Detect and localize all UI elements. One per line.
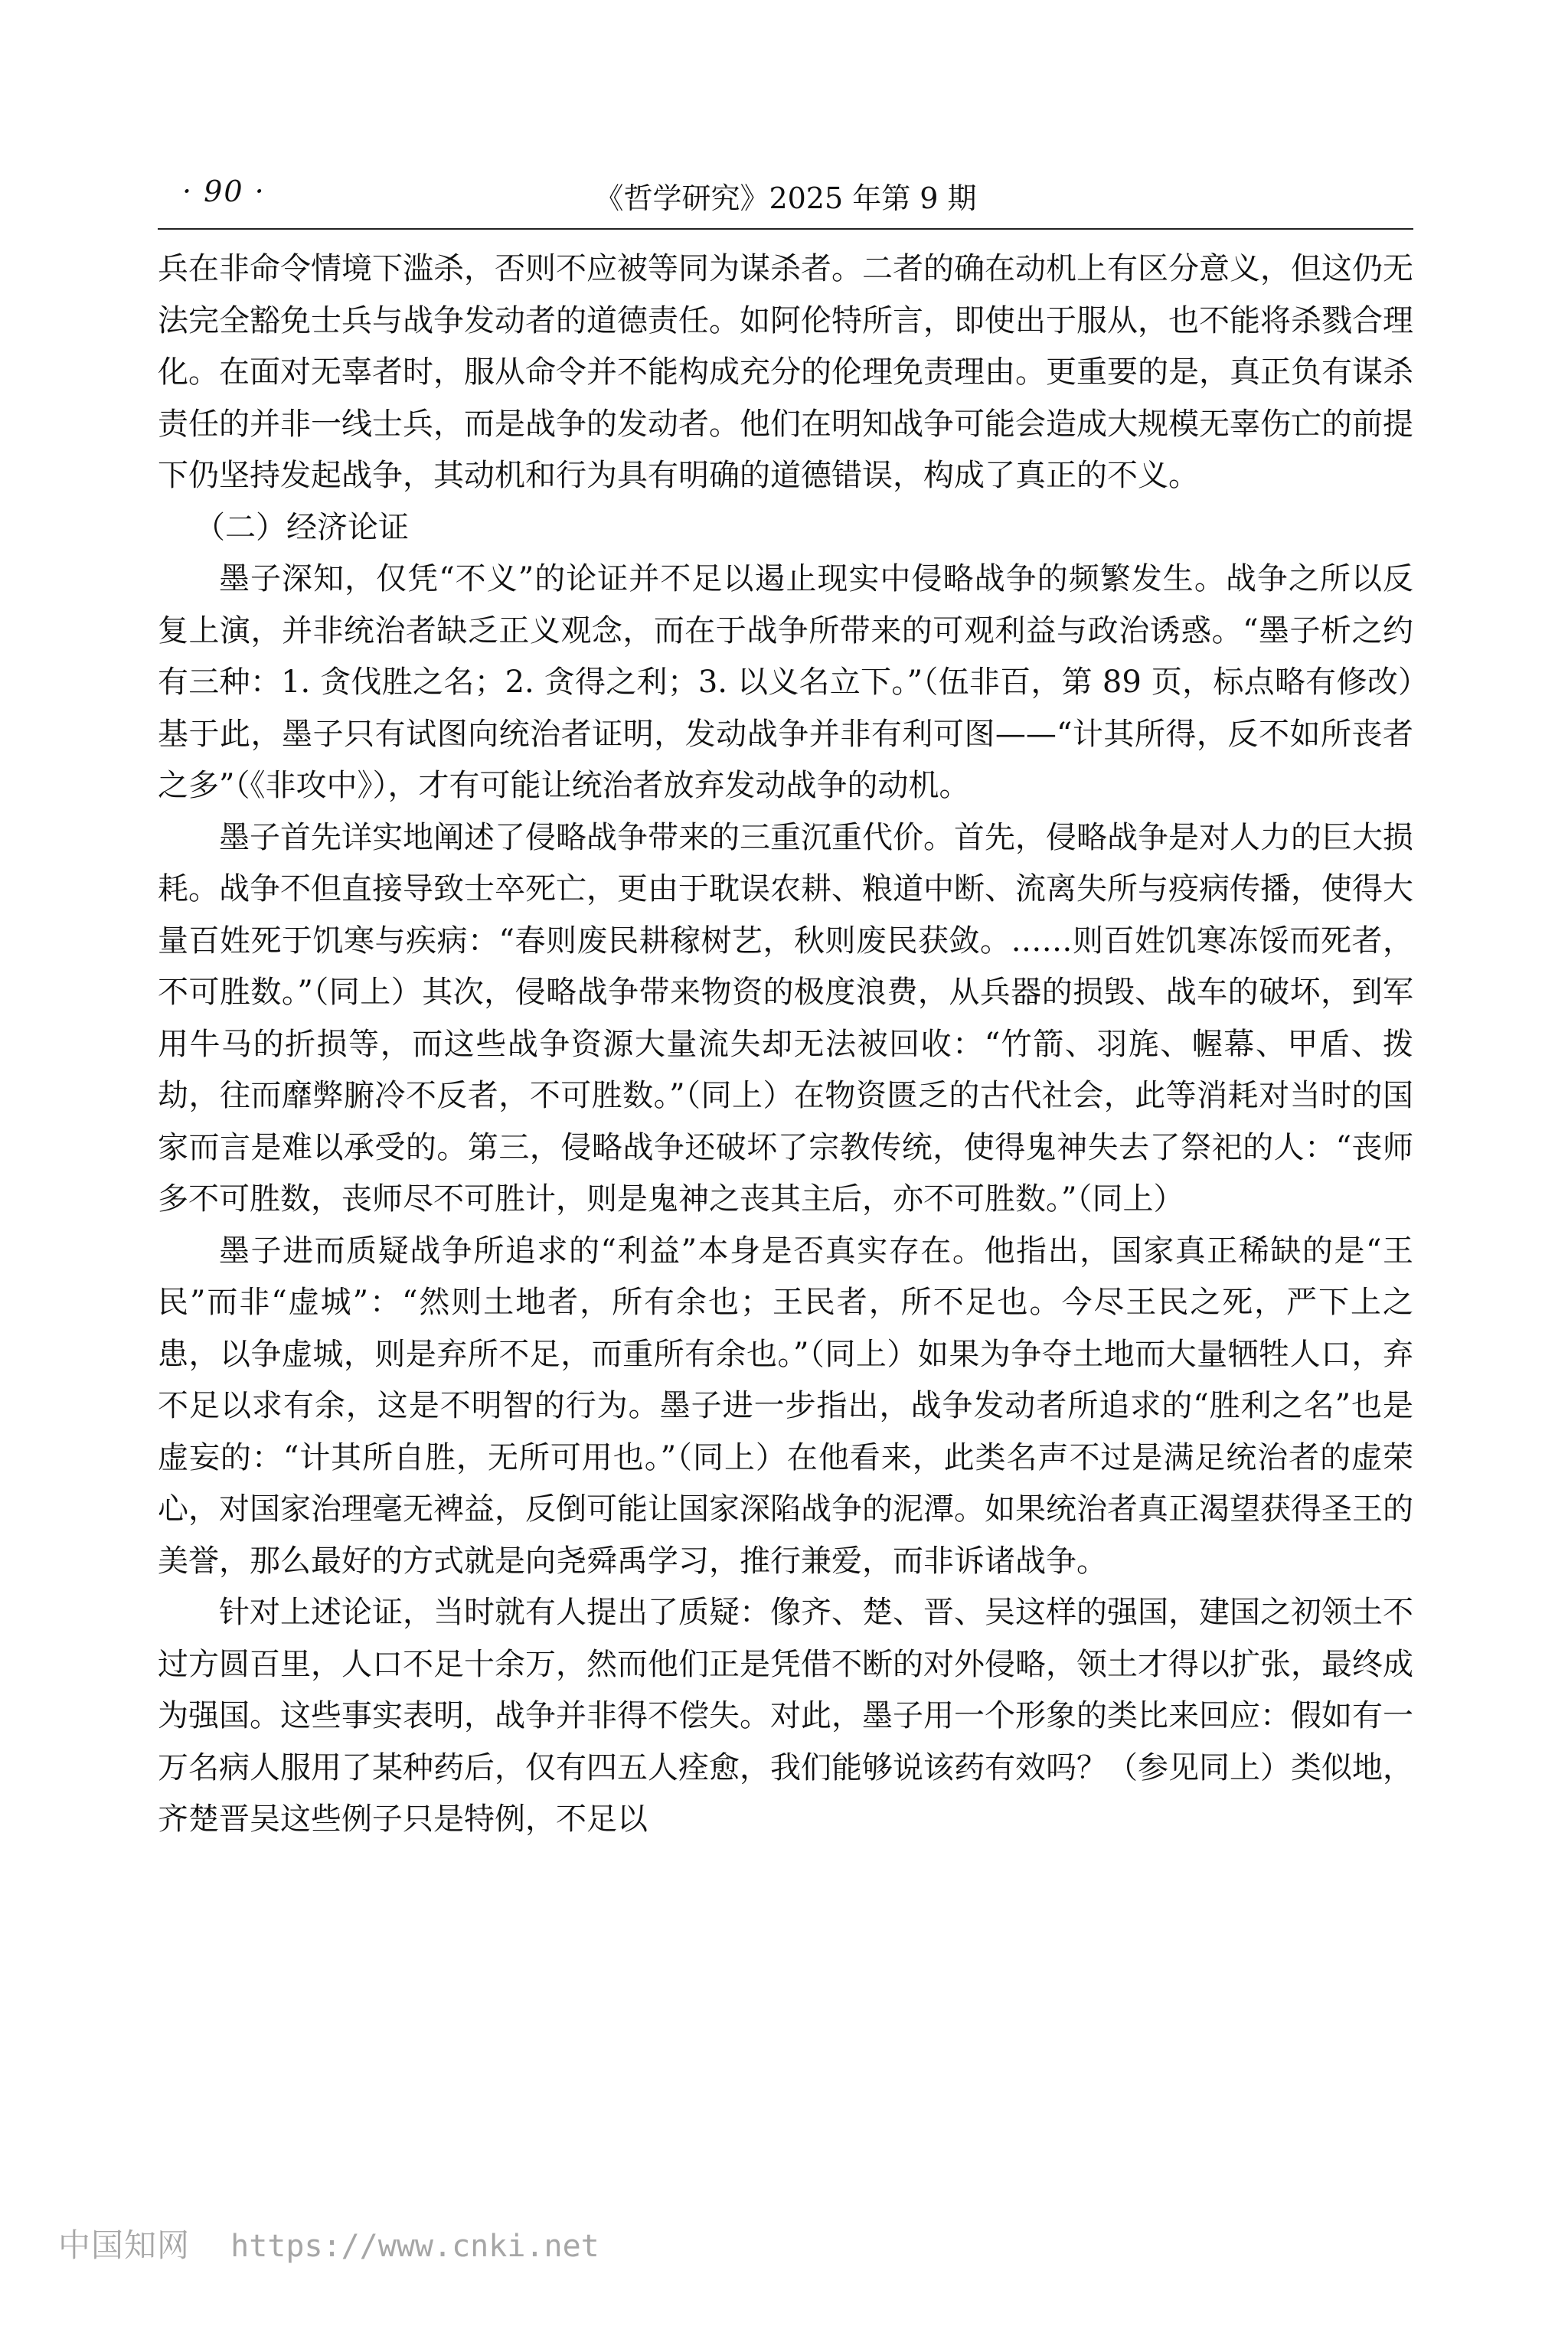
section-heading: （二）经济论证 — [194, 509, 409, 545]
page-number: · 90 · — [182, 175, 266, 208]
header-rule — [158, 228, 1413, 230]
paragraph: 墨子进而质疑战争所追求的“利益”本身是否真实存在。他指出，国家真正稀缺的是“王民”而非“虚城”：“然则土地者，所有余也；王民者，所不足也。今尽王民之死，严下上之患，以争虚城，则是弃所不足，而重所有余也。”（同上）如果为争夺土地而大量牺牲人口，弃不足以求有余，这是不明智的行为。墨子进一步指出，战争发动者所追求的“胜利之名”也是虚妄的：“计其所自胜，无所可用也。”（同上）在他看来，此类名声不过是满足统治者的虚荣心，对国家治理毫无裨益，反倒可能让国家深陷战争的泥潭。如果统治者真正渴望获得圣王的美誉，那么最好的方式就是向尧舜禹学习，推行兼爱，而非诉诸战争。 — [158, 1233, 1413, 1579]
paragraph-continuation: 兵在非命令情境下滥杀，否则不应被等同为谋杀者。二者的确在动机上有区分意义，但这仍无法完全豁免士兵与战争发动者的道德责任。如阿伦特所言，即使出于服从，也不能将杀戮合理化。在面对无辜者时，服从命令并不能构成充分的伦理免责理由。更重要的是，真正负有谋杀责任的并非一线士兵，而是战争的发动者。他们在明知战争可能会造成大规模无辜伤亡的前提下仍坚持发起战争，其动机和行为具有明确的道德错误，构成了真正的不义。 — [158, 251, 1413, 493]
paragraph: 墨子首先详实地阐述了侵略战争带来的三重沉重代价。首先，侵略战争是对人力的巨大损耗。战争不但直接导致士卒死亡，更由于耽误农耕、粮道中断、流离失所与疫病传播，使得大量百姓死于饥寒与疾病：“春则废民耕稼树艺，秋则废民获敛。……则百姓饥寒冻馁而死者，不可胜数。”（同上）其次，侵略战争带来物资的极度浪费，从兵器的损毁、战车的破坏，到军用牛马的折损等，而这些战争资源大量流失却无法被回收：“竹箭、羽旄、幄幕、甲盾、拨劫，往而靡弊腑冷不反者，不可胜数。”（同上）在物资匮乏的古代社会，此等消耗对当时的国家而言是难以承受的。第三，侵略战争还破坏了宗教传统，使得鬼神失去了祭祀的人：“丧师多不可胜数，丧师尽不可胜计，则是鬼神之丧其主后，亦不可胜数。”（同上） — [158, 819, 1413, 1217]
watermark-footer — [58, 2220, 599, 2266]
journal-title: 《哲学研究》2025 年第 9 期 — [594, 181, 977, 215]
paragraph: 针对上述论证，当时就有人提出了质疑：像齐、楚、晋、吴这样的强国，建国之初领土不过方圆百里，人口不足十余万，然而他们正是凭借不断的对外侵略，领土才得以扩张，最终成为强国。这些事实表明，战争并非得不偿失。对此，墨子用一个形象的类比来回应：假如有一万名病人服用了某种药后，仅有四五人痊愈，我们能够说该药有效吗？（参见同上）类似地，齐楚晋吴这些例子只是特例，不足以 — [158, 1595, 1413, 1837]
cnki-logo-text: 中国知网 — [58, 2226, 191, 2264]
page-header — [158, 175, 1413, 221]
paragraph: 墨子深知，仅凭“不义”的论证并不足以遏止现实中侵略战争的频繁发生。战争之所以反复上演，并非统治者缺乏正义观念，而在于战争所带来的可观利益与政治诱惑。“墨子析之约有三种：1. 贪伐胜之名；2. 贪得之利；3. 以义名立下。”（伍非百，第 89 页，标点略有修改）基于此，墨子只有试图向统治者证明，发动战争并非有利可图——“计其所得，反不如所丧者之多”（《非攻中》），才有可能让统治者放弃发动战争的动机。 — [158, 561, 1413, 803]
article-body — [158, 243, 1413, 1846]
cnki-url[interactable]: https://www.cnki.net — [230, 2229, 599, 2264]
